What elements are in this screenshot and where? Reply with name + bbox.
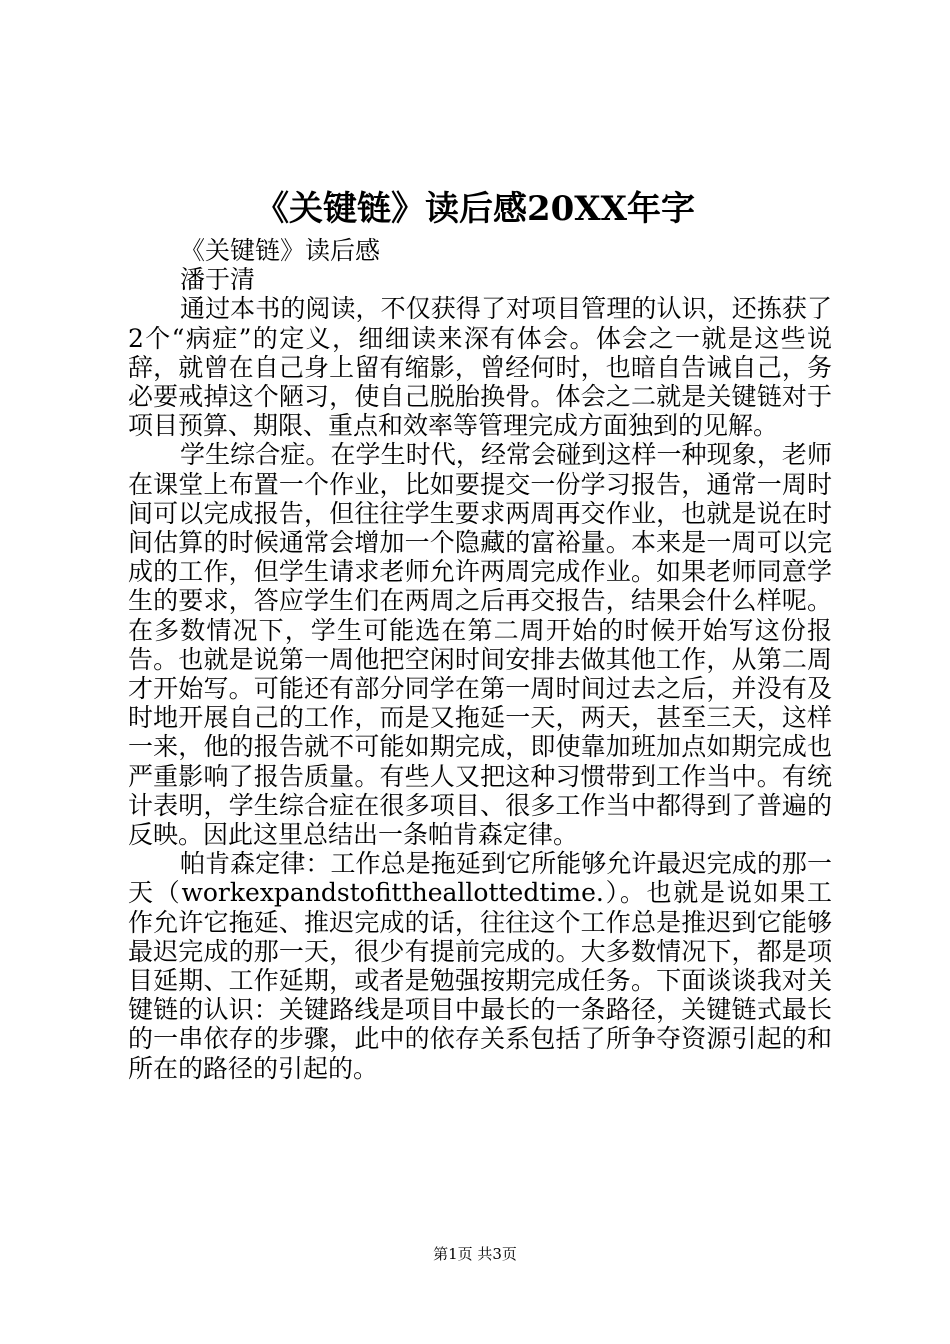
document-body [128,236,832,1083]
document-title: 《关键链》读后感20XX年字 [254,189,696,229]
subtitle-line: 《关键链》读后感 [180,236,381,265]
body-paragraph: 帕肯森定律：工作总是拖延到它所能够允许最迟完成的那一天（workexpandstofittheallottedtime.）。也就是说如果工作允许它拖延、推迟完成的话，往往这个工作总是推迟到它能够最迟完成的那一天，很少有提前完成的。大多数情况下，都是项目延期、工作延期，或者是勉强按期完成任务。下面谈谈我对关键链的认识：关键路线是项目中最长的一条路径，关键链式最长的一串依存的步骤，此中的依存关系包括了所争夺资源引起的和所在的路径的引起的。 [128,849,832,1083]
body-paragraph: 通过本书的阅读，不仅获得了对项目管理的认识，还拣获了2个“病症”的定义，细细读来深有体会。体会之一就是这些说辞，就曾在自己身上留有缩影，曾经何时，也暗自告诫自己，务必要戒掉这个陋习，使自己脱胎换骨。体会之二就是关键链对于项目预算、期限、重点和效率等管理完成方面独到的见解。 [128,294,832,441]
body-paragraph: 学生综合症。在学生时代，经常会碰到这样一种现象，老师在课堂上布置一个作业，比如要提交一份学习报告，通常一周时间可以完成报告，但往往学生要求两周再交作业，也就是说在时间估算的时候通常会增加一个隐藏的富裕量。本来是一周可以完成的工作，但学生请求老师允许两周完成作业。如果老师同意学生的要求，答应学生们在两周之后再交报告，结果会什么样呢。在多数情况下，学生可能选在第二周开始的时候开始写这份报告。也就是说第一周他把空闲时间安排去做其他工作，从第二周才开始写。可能还有部分同学在第一周时间过去之后，并没有及时地开展自己的工作，而是又拖延一天，两天，甚至三天，这样一来，他的报告就不可能如期完成，即使靠加班加点如期完成也严重影响了报告质量。有些人又把这种习惯带到工作当中。有统计表明，学生综合症在很多项目、很多工作当中都得到了普遍的反映。因此这里总结出一条帕肯森定律。 [128,440,832,850]
page-number-footer: 第1页 共3页 [433,1245,517,1263]
author-line: 潘于清 [180,265,256,295]
